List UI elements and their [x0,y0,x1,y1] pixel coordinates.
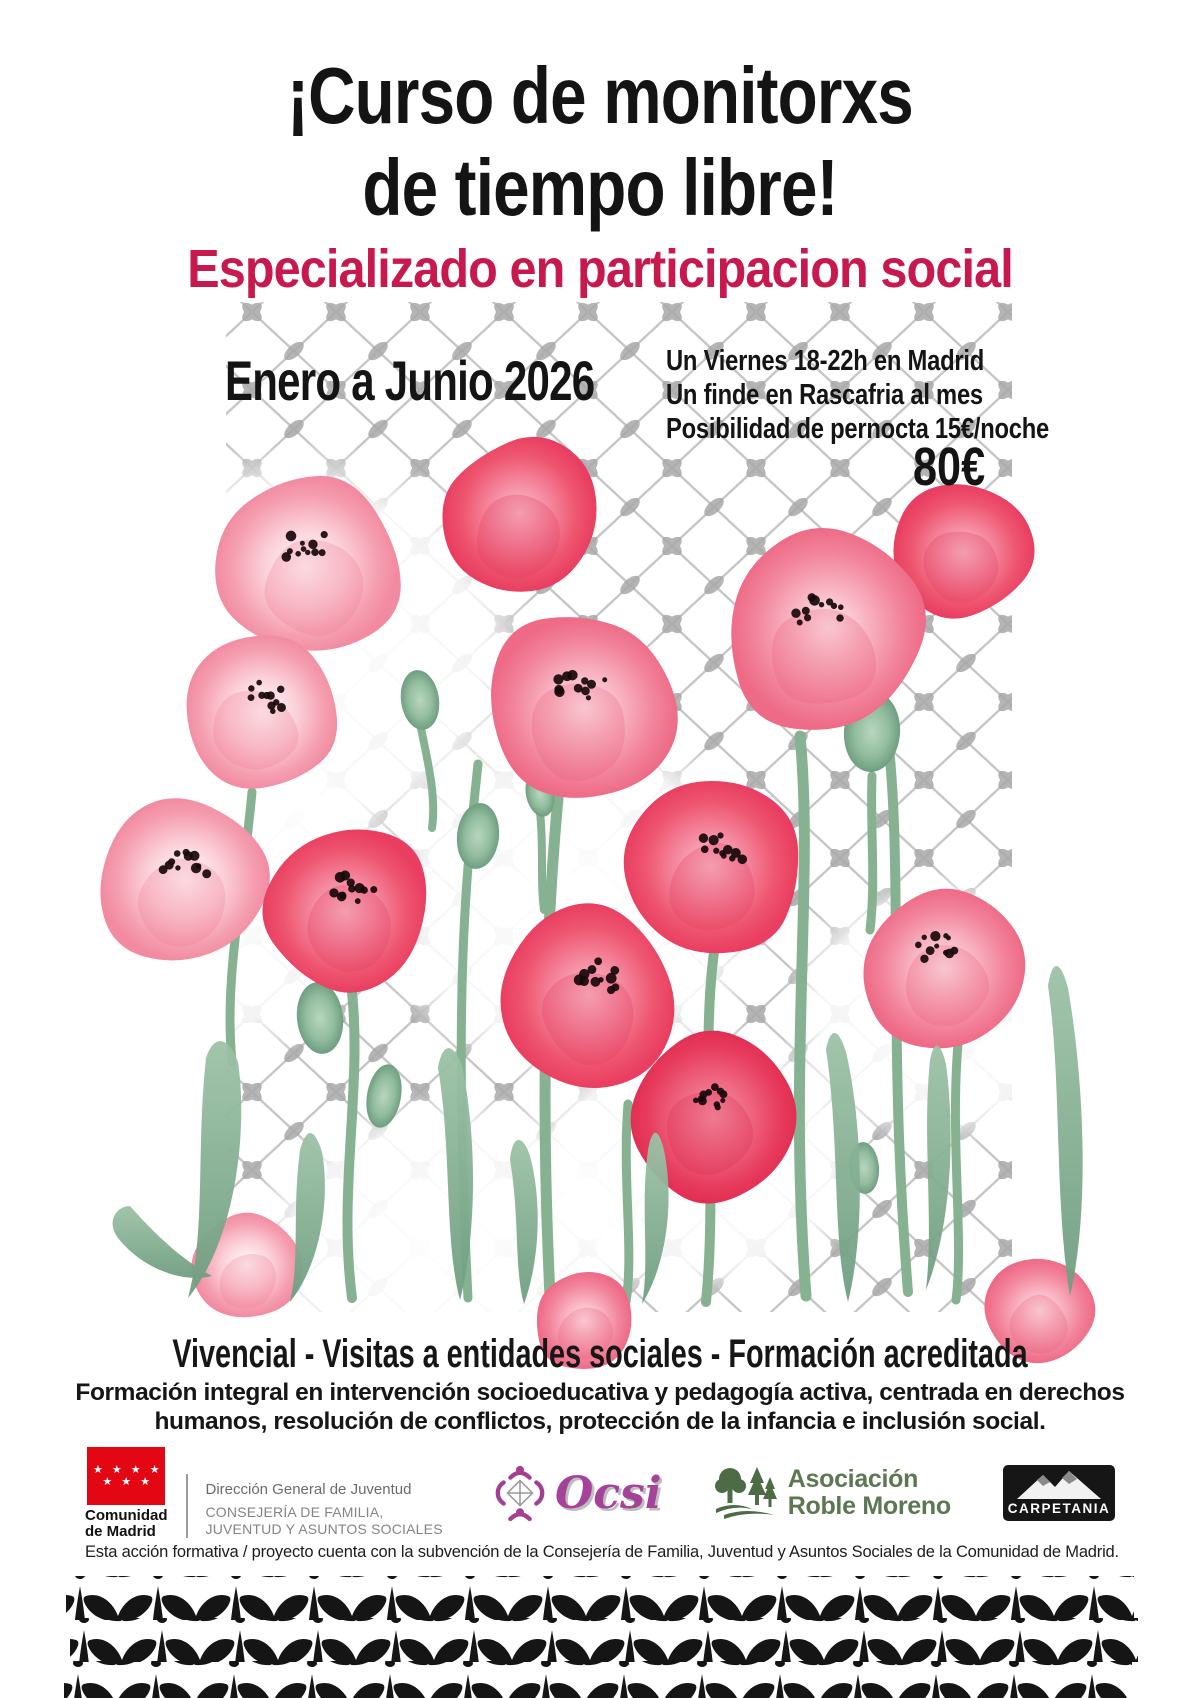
course-description: Formación integral en intervención socioeducativa y pedagogía activa, centrada en derechos humanos, resolución de conflictos, protección de la infancia e inclusión social. [75,1379,1125,1435]
schedule-block [666,344,1049,446]
trees-icon [714,1463,780,1523]
logo-divider [186,1474,188,1538]
flag-stars-row1: ★ ★ ★ ★ [92,1463,163,1476]
carpetania-logo [1003,1465,1115,1521]
dept-line3: JUVENTUD Y ASUNTOS SOCIALES [205,1520,443,1537]
price: 80€ [912,437,985,497]
cam-name-line2: de Madrid [85,1522,156,1540]
page-title [108,50,1092,234]
schedule-line-1: Un Viernes 18-22h en Madrid [666,345,985,377]
schedule-line-3: Posibilidad de pernocta 15€/noche [666,413,1050,445]
dept-line1: Dirección General de Juventud [205,1480,412,1498]
roble-moreno-logo [714,1463,951,1523]
dept-line2: CONSEJERÍA DE FAMILIA, [205,1503,384,1520]
roble-name-line2: Roble Moreno [787,1492,951,1520]
roble-name-line1: Asociación [787,1465,919,1493]
title-line-2: de tiempo libre! [362,143,838,232]
flag-stars-row2: ★ ★ ★ [102,1475,154,1488]
subtitle: Especializado en participacion social [187,239,1013,299]
comunidad-madrid-logo [85,1447,443,1540]
ocsi-wordmark: Ocsi [554,1467,662,1519]
comunidad-madrid-flag-icon [87,1447,165,1505]
carpetania-wordmark: CARPETANIA [1007,1501,1111,1516]
ocsi-symbol-icon [495,1464,545,1522]
tagline: Vivencial - Visitas a entidades sociales - Formación acreditada [172,1332,1028,1376]
title-line-1: ¡Curso de monitorxs [287,51,913,140]
funding-note: Esta acción formativa / proyecto cuenta con la subvención de la Consejería de Familia, Juventud y Asuntos Sociales de la Comunidad de Madrid. [85,1543,1119,1561]
partner-logos-row [85,1447,1115,1539]
ocsi-logo [495,1464,662,1522]
schedule-line-2: Un finde en Rascafria al mes [666,379,983,411]
course-dates: Enero a Junio 2026 [225,349,595,412]
cam-name-line1: Comunidad [85,1506,168,1524]
garland-border [64,1576,1138,1698]
